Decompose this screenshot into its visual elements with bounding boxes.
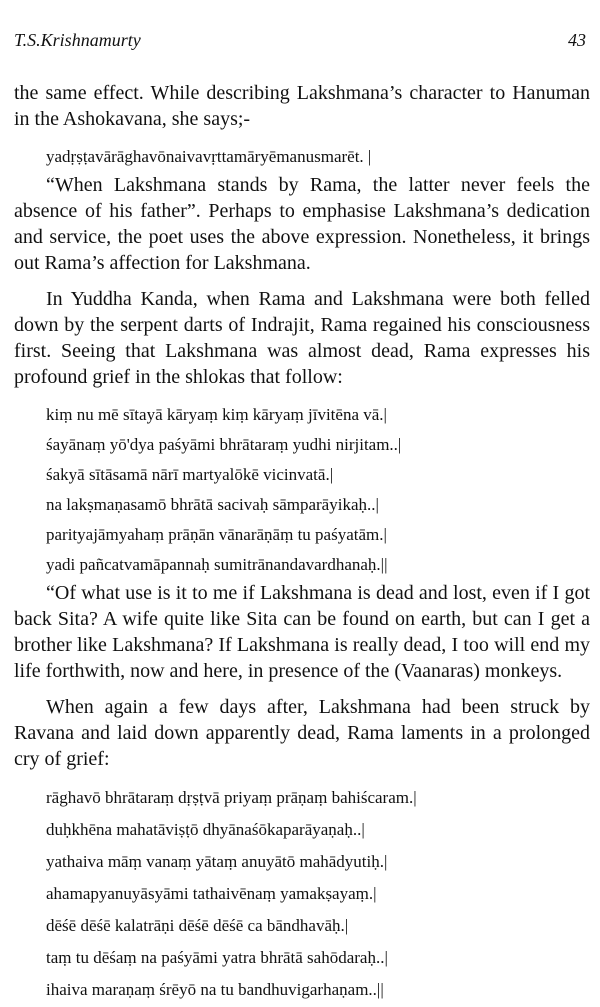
paragraph-5: When again a few days after, Lakshmana had been struck by Ravana and laid down apparently dead, Rama laments in a prolonged cry of grief: bbox=[14, 696, 590, 770]
verse-line: rāghavō bhrātaraṃ dṛṣṭvā priyaṃ prāṇaṃ bahiścaram.| bbox=[46, 788, 417, 807]
verse-line: ihaiva maraṇaṃ śrēyō na tu bandhuvigarhaṇam..|| bbox=[46, 980, 384, 999]
running-header bbox=[14, 30, 586, 51]
verse-line: yathaiva māṃ vanaṃ yātaṃ anuyātō mahādyutiḥ.| bbox=[46, 852, 388, 871]
verse-line: dēśē dēśē kalatrāṇi dēśē dēśē ca bāndhavāḥ.| bbox=[46, 916, 349, 935]
verse-line: yadi pañcatvamāpannaḥ sumitrānandavardhanaḥ.|| bbox=[46, 555, 388, 574]
author-name: T.S.Krishnamurty bbox=[14, 30, 141, 50]
shloka-block-1 bbox=[14, 400, 590, 580]
verse-line: śayānaṃ yō'dya paśyāmi bhrātaraṃ yudhi nirjitam..| bbox=[46, 435, 402, 454]
verse-line: yadṛṣṭavārāghavōnaivavṛttamāryēmanusmarēt. | bbox=[46, 147, 372, 166]
verse-line: śakyā sītāsamā nārī martyalōkē vicinvatā.| bbox=[46, 465, 334, 484]
shloka-block-2 bbox=[14, 782, 590, 1006]
verse-line: duḥkhēna mahatāviṣṭō dhyānaśōkaparāyaṇaḥ..| bbox=[46, 820, 365, 839]
verse-line: ahamapyanuyāsyāmi tathaivēnaṃ yamakṣayaṃ.| bbox=[46, 884, 377, 903]
paragraph-4: “Of what use is it to me if Lakshmana is dead and lost, even if I got back Sita? A wife quite like Sita can be found on earth, but can I get a brother like Lakshmana? If Lakshmana is really dead, I too will end my life forthwith, now and here, in presence of the (Vaanaras) monkeys. bbox=[14, 582, 590, 682]
paragraph-2: “When Lakshmana stands by Rama, the latter never feels the absence of his father”. Perhaps to emphasise Lakshmana’s dedication and service, the poet uses the above expression. Nonetheless, it brings out Rama’s affection for Lakshmana. bbox=[14, 174, 590, 274]
paragraph-1: the same effect. While describing Lakshmana’s character to Hanuman in the Ashokavana, she says;- bbox=[14, 82, 590, 130]
paragraph-3: In Yuddha Kanda, when Rama and Lakshmana were both felled down by the serpent darts of Indrajit, Rama regained his consciousness first. Seeing that Lakshmana was almost dead, Rama expresses his profound grief in the shlokas that follow: bbox=[14, 288, 590, 388]
verse-line: taṃ tu dēśaṃ na paśyāmi yatra bhrātā sahōdaraḥ..| bbox=[46, 948, 388, 967]
verse-line: na lakṣmaṇasamō bhrātā sacivaḥ sāmparāyikaḥ..| bbox=[46, 495, 379, 514]
verse-line: kiṃ nu mē sītayā kāryaṃ kiṃ kāryaṃ jīvitēna vā.| bbox=[46, 405, 387, 424]
page-body bbox=[14, 80, 590, 1006]
verse-line: parityajāmyahaṃ prāṇān vānarāṇāṃ tu paśyatām.| bbox=[46, 525, 387, 544]
page-number: 43 bbox=[568, 30, 586, 50]
